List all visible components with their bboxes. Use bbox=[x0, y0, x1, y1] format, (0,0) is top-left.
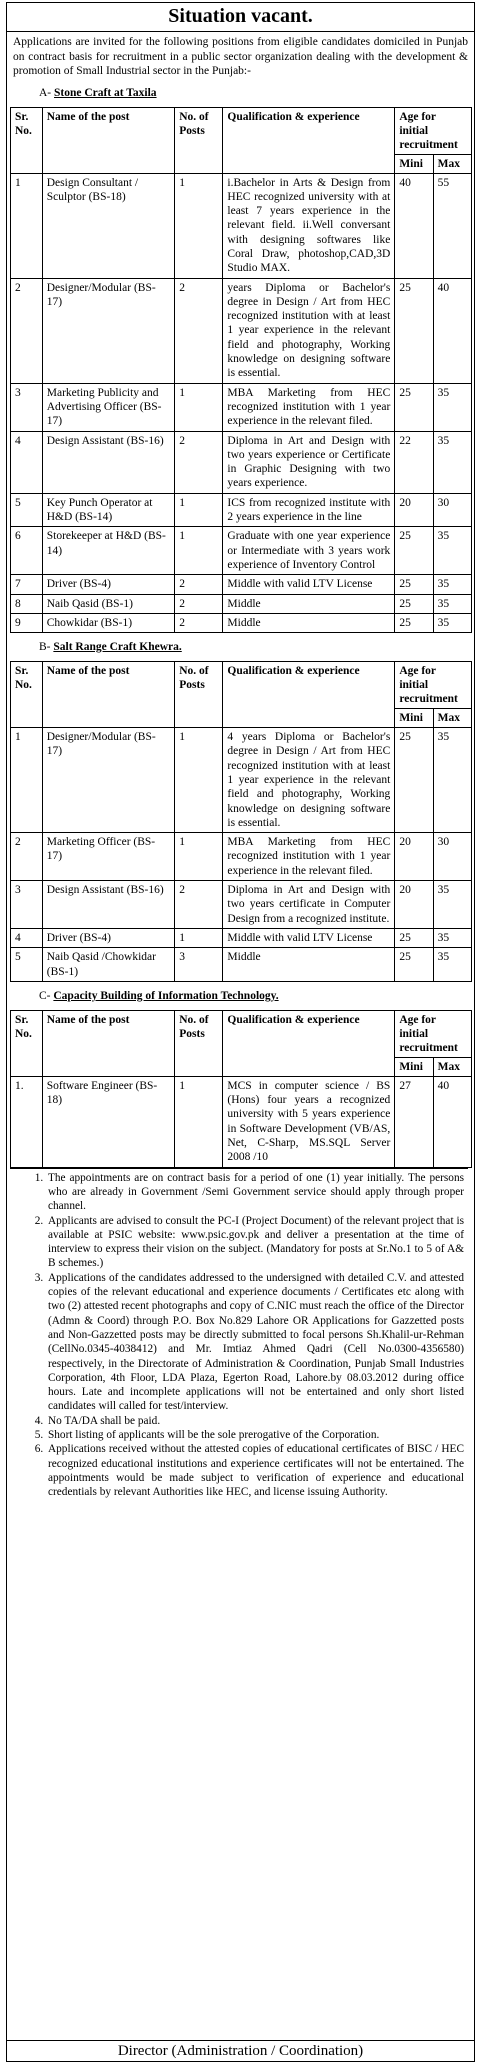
cell-age-mini: 20 bbox=[395, 833, 433, 881]
header-qualification: Qualification & experience bbox=[223, 107, 395, 173]
cell-age-mini: 25 bbox=[395, 575, 433, 594]
header-max: Max bbox=[433, 1057, 471, 1076]
section-heading bbox=[39, 990, 474, 1002]
cell-age-mini: 25 bbox=[395, 613, 433, 632]
cell-post-name: Storekeeper at H&D (BS-14) bbox=[42, 527, 174, 575]
header-max: Max bbox=[433, 709, 471, 728]
table-header-row bbox=[11, 107, 472, 154]
cell-sr: 4 bbox=[11, 928, 43, 947]
cell-post-name: Driver (BS-4) bbox=[42, 575, 174, 594]
cell-qualification: Middle with valid LTV License bbox=[223, 928, 395, 947]
cell-age-max: 35 bbox=[433, 881, 471, 929]
cell-posts: 2 bbox=[175, 575, 223, 594]
section-title: Capacity Building of Information Technology. bbox=[53, 989, 279, 1002]
cell-age-max: 30 bbox=[433, 493, 471, 527]
cell-posts: 1 bbox=[175, 493, 223, 527]
cell-post-name: Software Engineer (BS-18) bbox=[42, 1076, 174, 1167]
header-mini: Mini bbox=[395, 154, 433, 173]
table-row bbox=[11, 493, 472, 527]
note-item: 1. The appointments are on contract basis for a period of one (1) year initially. The persons who are already in Government /Semi Government service should apply through proper channel. bbox=[46, 1171, 464, 1214]
table-row bbox=[11, 728, 472, 833]
cell-sr: 7 bbox=[11, 575, 43, 594]
cell-posts: 1 bbox=[175, 833, 223, 881]
cell-age-max: 40 bbox=[433, 278, 471, 383]
signature-block: Director (Administration / Coordination) bbox=[7, 2040, 474, 2061]
section-title: Stone Craft at Taxila bbox=[54, 86, 157, 99]
cell-post-name: Naib Qasid /Chowkidar (BS-1) bbox=[42, 948, 174, 982]
table-row bbox=[11, 383, 472, 431]
table-row bbox=[11, 278, 472, 383]
cell-age-max: 35 bbox=[433, 431, 471, 493]
sections-container bbox=[7, 87, 474, 1168]
cell-sr: 1 bbox=[11, 728, 43, 833]
table-row bbox=[11, 833, 472, 881]
cell-age-mini: 25 bbox=[395, 594, 433, 613]
table-row bbox=[11, 575, 472, 594]
note-item: 5. Short listing of applicants will be the sole prerogative of the Corporation. bbox=[46, 1428, 464, 1442]
cell-post-name: Designer/Modular (BS-17) bbox=[42, 278, 174, 383]
cell-qualification: Diploma in Art and Design with two years experience or Certificate in Graphic Designing with two years experience. bbox=[223, 431, 395, 493]
posts-table bbox=[10, 661, 472, 982]
cell-post-name: Design Assistant (BS-16) bbox=[42, 431, 174, 493]
header-name: Name of the post bbox=[42, 107, 174, 173]
section-prefix: A- bbox=[39, 86, 55, 99]
cell-posts: 3 bbox=[175, 948, 223, 982]
table-row bbox=[11, 173, 472, 278]
header-age: Age for initial recruitment bbox=[395, 107, 472, 154]
cell-posts: 2 bbox=[175, 881, 223, 929]
cell-age-max: 35 bbox=[433, 594, 471, 613]
cell-qualification: 4 years Diploma or Bachelor's degree in Design / Art from HEC recognized institution with at least 1 year experience in the relevant field and photography, Working knowledge on designing software is essential. bbox=[223, 728, 395, 833]
cell-sr: 6 bbox=[11, 527, 43, 575]
cell-qualification: years Diploma or Bachelor's degree in Design / Art from HEC recognized institution with at least 1 year experience in the relevant field and photography, Working knowledge on designing software is essential. bbox=[223, 278, 395, 383]
section-heading bbox=[39, 641, 474, 653]
cell-age-mini: 25 bbox=[395, 527, 433, 575]
cell-age-max: 35 bbox=[433, 948, 471, 982]
table-row bbox=[11, 613, 472, 632]
cell-age-mini: 25 bbox=[395, 278, 433, 383]
cell-qualification: MBA Marketing from HEC recognized institution with 1 year experience in the relevant filed. bbox=[223, 383, 395, 431]
cell-age-mini: 25 bbox=[395, 928, 433, 947]
page-title: Situation vacant. bbox=[7, 3, 474, 32]
table-row bbox=[11, 928, 472, 947]
cell-qualification: Graduate with one year experience or Intermediate with 3 years work experience of Inventory Control bbox=[223, 527, 395, 575]
cell-posts: 1 bbox=[175, 173, 223, 278]
table-row bbox=[11, 431, 472, 493]
cell-posts: 2 bbox=[175, 594, 223, 613]
notes-section bbox=[10, 1168, 468, 1500]
cell-post-name: Driver (BS-4) bbox=[42, 928, 174, 947]
cell-post-name: Key Punch Operator at H&D (BS-14) bbox=[42, 493, 174, 527]
cell-age-max: 35 bbox=[433, 728, 471, 833]
cell-sr: 3 bbox=[11, 383, 43, 431]
header-max: Max bbox=[433, 154, 471, 173]
table-header-row bbox=[11, 1010, 472, 1057]
cell-sr: 2 bbox=[11, 278, 43, 383]
cell-sr: 9 bbox=[11, 613, 43, 632]
cell-posts: 1 bbox=[175, 1076, 223, 1167]
cell-post-name: Marketing Officer (BS-17) bbox=[42, 833, 174, 881]
header-mini: Mini bbox=[395, 709, 433, 728]
table-header-row bbox=[11, 662, 472, 709]
cell-posts: 1 bbox=[175, 527, 223, 575]
header-name: Name of the post bbox=[42, 1010, 174, 1076]
cell-age-mini: 22 bbox=[395, 431, 433, 493]
cell-posts: 1 bbox=[175, 383, 223, 431]
header-posts: No. of Posts bbox=[175, 107, 223, 173]
cell-post-name: Designer/Modular (BS-17) bbox=[42, 728, 174, 833]
cell-sr: 5 bbox=[11, 948, 43, 982]
cell-age-max: 35 bbox=[433, 383, 471, 431]
table-row bbox=[11, 1076, 472, 1167]
header-age: Age for initial recruitment bbox=[395, 662, 472, 709]
cell-age-max: 55 bbox=[433, 173, 471, 278]
cell-qualification: Middle bbox=[223, 594, 395, 613]
cell-post-name: Naib Qasid (BS-1) bbox=[42, 594, 174, 613]
note-item: 6. Applications received without the attested copies of educational certificates of BISC / HEC recognized educational institutions and experience certificates will not be entertained. The appointments would be made subject to verification of experience and educational credentials by relevant Authorities like HEC, and license issuing Authority. bbox=[46, 1442, 464, 1499]
header-sr: Sr. No. bbox=[11, 1010, 43, 1076]
cell-age-max: 40 bbox=[433, 1076, 471, 1167]
notes-list bbox=[32, 1171, 464, 1500]
header-age: Age for initial recruitment bbox=[395, 1010, 472, 1057]
cell-posts: 2 bbox=[175, 431, 223, 493]
cell-posts: 2 bbox=[175, 278, 223, 383]
note-item: 2. Applicants are advised to consult the PC-I (Project Document) of the relevant project that is available at PSIC website: www.psic.gov.pk and deliver a presentation at the time of interview to express their vision on the subject. (Mandatory for posts at Sr.No.1 to 5 of A& B schemes.) bbox=[46, 1214, 464, 1271]
cell-age-max: 35 bbox=[433, 928, 471, 947]
section-prefix: B- bbox=[39, 641, 54, 654]
cell-post-name: Chowkidar (BS-1) bbox=[42, 613, 174, 632]
section-title: Salt Range Craft Khewra. bbox=[53, 641, 182, 654]
header-name: Name of the post bbox=[42, 662, 174, 728]
cell-age-max: 30 bbox=[433, 833, 471, 881]
header-posts: No. of Posts bbox=[175, 662, 223, 728]
cell-age-mini: 25 bbox=[395, 383, 433, 431]
header-qualification: Qualification & experience bbox=[223, 662, 395, 728]
cell-qualification: Middle bbox=[223, 613, 395, 632]
table-row bbox=[11, 594, 472, 613]
cell-sr: 8 bbox=[11, 594, 43, 613]
cell-posts: 1 bbox=[175, 728, 223, 833]
cell-age-mini: 40 bbox=[395, 173, 433, 278]
cell-sr: 5 bbox=[11, 493, 43, 527]
cell-qualification: Middle with valid LTV License bbox=[223, 575, 395, 594]
cell-post-name: Marketing Publicity and Advertising Officer (BS-17) bbox=[42, 383, 174, 431]
cell-age-mini: 25 bbox=[395, 728, 433, 833]
cell-post-name: Design Consultant / Sculptor (BS-18) bbox=[42, 173, 174, 278]
cell-sr: 2 bbox=[11, 833, 43, 881]
cell-age-mini: 27 bbox=[395, 1076, 433, 1167]
posts-table bbox=[10, 1010, 472, 1168]
cell-age-max: 35 bbox=[433, 613, 471, 632]
header-mini: Mini bbox=[395, 1057, 433, 1076]
header-posts: No. of Posts bbox=[175, 1010, 223, 1076]
header-sr: Sr. No. bbox=[11, 107, 43, 173]
cell-sr: 1. bbox=[11, 1076, 43, 1167]
header-sr: Sr. No. bbox=[11, 662, 43, 728]
cell-qualification: Middle bbox=[223, 948, 395, 982]
cell-sr: 4 bbox=[11, 431, 43, 493]
cell-posts: 1 bbox=[175, 928, 223, 947]
cell-age-mini: 20 bbox=[395, 493, 433, 527]
cell-qualification: ICS from recognized institute with 2 years experience in the line bbox=[223, 493, 395, 527]
table-row bbox=[11, 948, 472, 982]
section-prefix: C- bbox=[39, 989, 54, 1002]
cell-age-max: 35 bbox=[433, 527, 471, 575]
cell-post-name: Design Assistant (BS-16) bbox=[42, 881, 174, 929]
cell-age-mini: 25 bbox=[395, 948, 433, 982]
note-item: 3. Applications of the candidates addressed to the undersigned with detailed C.V. and attested copies of the relevant educational and experience documents / Certificates etc along with two (2) attested recent photographs and copy of C.NIC must reach the office of the Director (Admn & Coord) through P.O. Box No.829 Lahore OR Applications for Gazzetted posts and Non-Gazzetted posts may be directly submitted to focal persons Sh.Khalil-ur-Rehman (CellNo.0345-4038412) and Mr. Imtiaz Ahmed Qadri (Cell No.0300-4356580) respectively, in the Directorate of Administration & Coordination, Punjab Small Industries Corporation, 4th Floor, LDA Plaza, Egerton Road, Lahore.by 08.03.2012 during office hours. Late and incomplete applications will not be entertained and only short listed candidates will called for test/interview. bbox=[46, 1271, 464, 1414]
section-heading bbox=[39, 87, 474, 99]
note-item: 4. No TA/DA shall be paid. bbox=[46, 1414, 464, 1428]
cell-age-mini: 20 bbox=[395, 881, 433, 929]
table-row bbox=[11, 527, 472, 575]
table-row bbox=[11, 881, 472, 929]
cell-qualification: MCS in computer science / BS (Hons) four years a recognized university with 5 years experience in Software Development (VB/AS, Net, C-Sharp, MS.SQL Server 2008 /10 bbox=[223, 1076, 395, 1167]
intro-paragraph: Applications are invited for the following positions from eligible candidates domiciled in Punjab on contract basis for recruitment in a public sector organization dealing with the development & promotion of Small Industrial sector in the Punjab:- bbox=[13, 36, 468, 77]
header-qualification: Qualification & experience bbox=[223, 1010, 395, 1076]
posts-table bbox=[10, 107, 472, 634]
cell-age-max: 35 bbox=[433, 575, 471, 594]
advertisement-page bbox=[6, 2, 475, 2062]
cell-sr: 3 bbox=[11, 881, 43, 929]
cell-qualification: i.Bachelor in Arts & Design from HEC recognized university with at least 7 years experience in the relevant field. ii.Well conversant with designing softwares like Coral Draw, photoshop,CAD,3D Studio MAX. bbox=[223, 173, 395, 278]
cell-qualification: MBA Marketing from HEC recognized institution with 1 year experience in the relevant filed. bbox=[223, 833, 395, 881]
cell-posts: 2 bbox=[175, 613, 223, 632]
cell-sr: 1 bbox=[11, 173, 43, 278]
cell-qualification: Diploma in Art and Design with two years certificate in Computer Design from a recognized institute. bbox=[223, 881, 395, 929]
